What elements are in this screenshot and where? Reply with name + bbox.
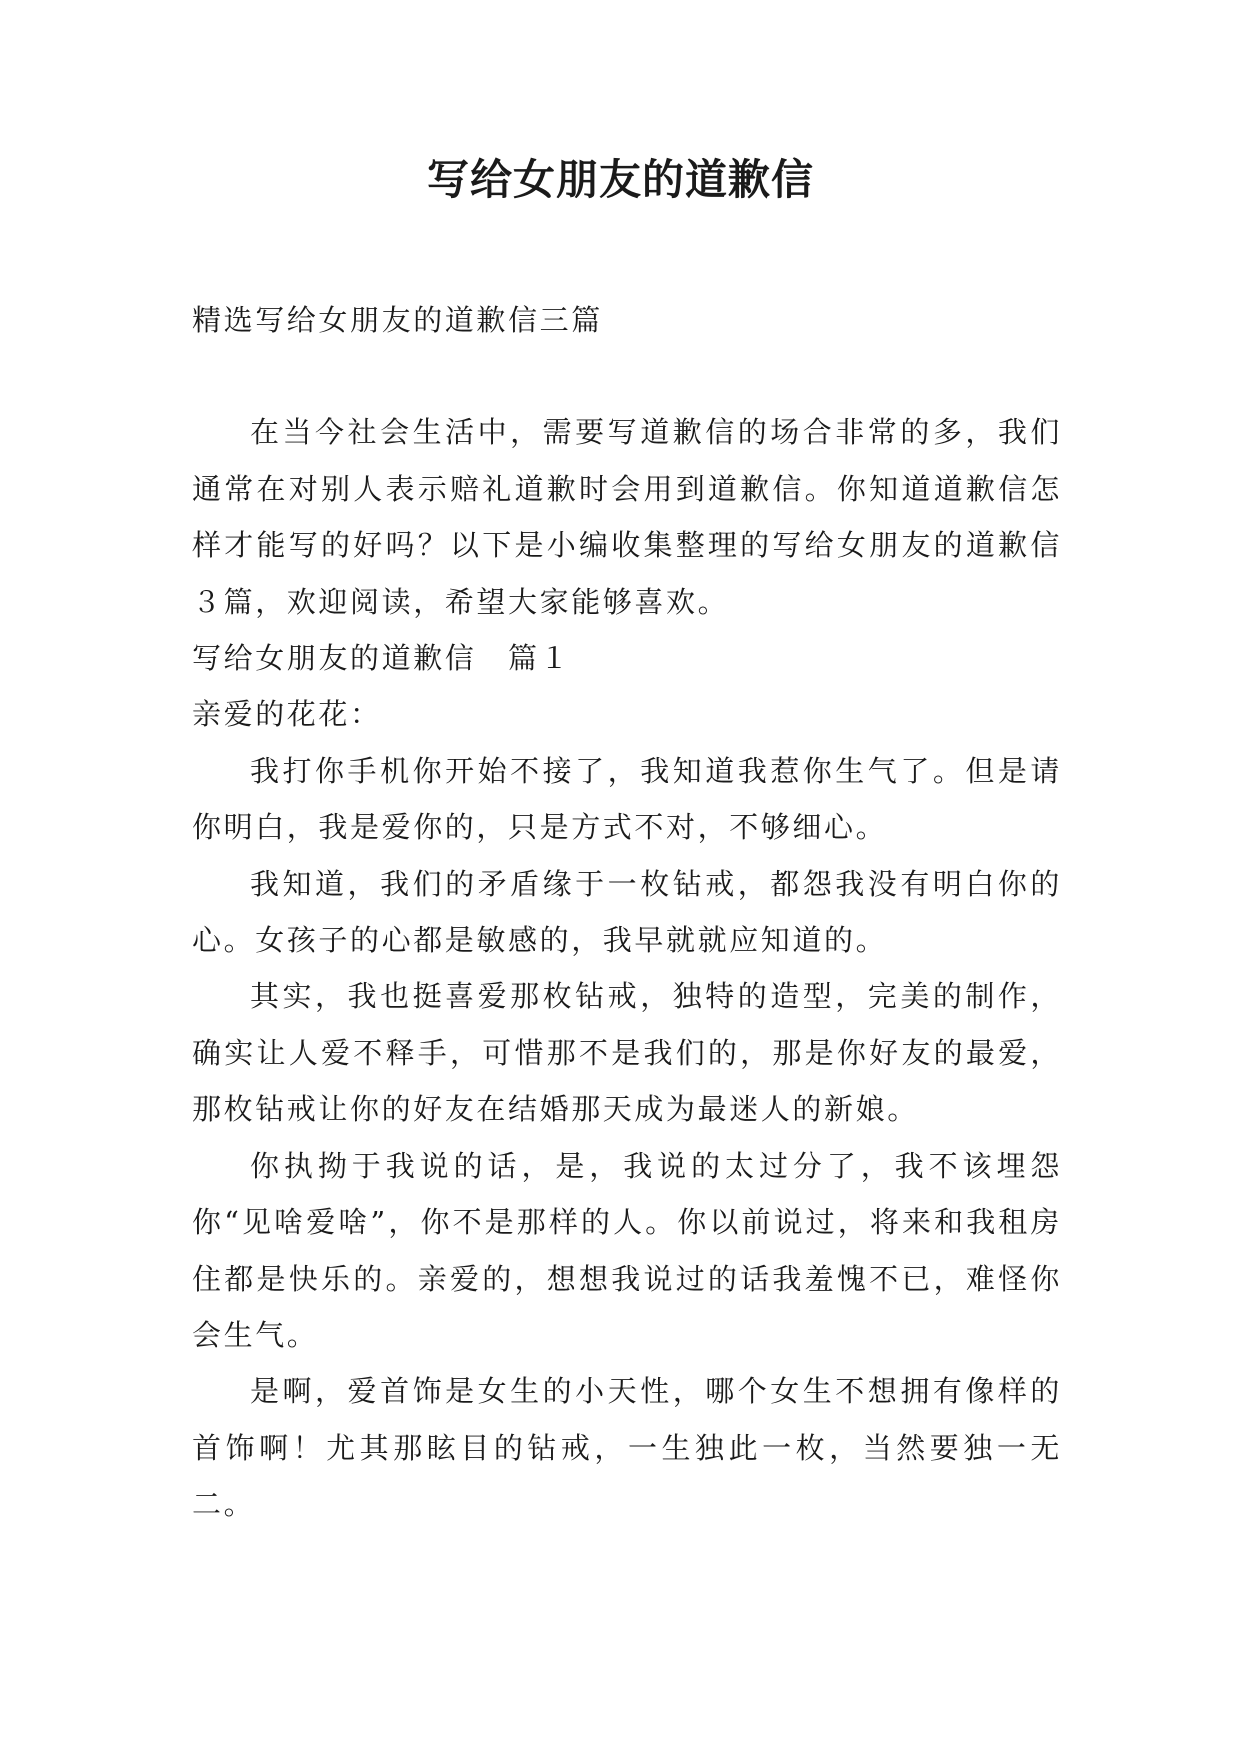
document-title: 写给女朋友的道歉信 [426,155,814,204]
body-paragraph: 你执拗于我说的话，是，我说的太过分了，我不该埋怨你“见啥爱啥”，你不是那样的人。你以前说过，将来和我租房住都是快乐的。亲爱的，想想我说过的话我羞愧不已，难怪你会生气。 [192,1148,1062,1352]
body-paragraph: 我知道，我们的矛盾缘于一枚钻戒，都怨我没有明白你的心。女孩子的心都是敏感的，我早就就应知道的。 [192,866,1062,958]
body-paragraph: 是啊，爱首饰是女生的小天性，哪个女生不想拥有像样的首饰啊！尤其那眩目的钻戒，一生独此一枚，当然要独一无二。 [192,1374,1062,1522]
document-body [192,292,1062,1533]
section-heading: 写给女朋友的道歉信 篇１ [192,641,572,676]
intro-paragraph: 在当今社会生活中，需要写道歉信的场合非常的多，我们通常在对别人表示赔礼道歉时会用到道歉信。你知道道歉信怎样才能写的好吗？以下是小编收集整理的写给女朋友的道歉信３篇，欢迎阅读，希望大家能够喜欢。 [192,415,1062,619]
salutation: 亲爱的花花： [192,697,382,732]
document-subtitle: 精选写给女朋友的道歉信三篇 [192,303,603,337]
body-paragraph: 其实，我也挺喜爱那枚钻戒，独特的造型，完美的制作，确实让人爱不释手，可惜那不是我们的，那是你好友的最爱，那枚钻戒让你的好友在结婚那天成为最迷人的新娘。 [192,979,1062,1127]
body-paragraph: 我打你手机你开始不接了，我知道我惹你生气了。但是请你明白，我是爱你的，只是方式不对，不够细心。 [192,753,1062,845]
